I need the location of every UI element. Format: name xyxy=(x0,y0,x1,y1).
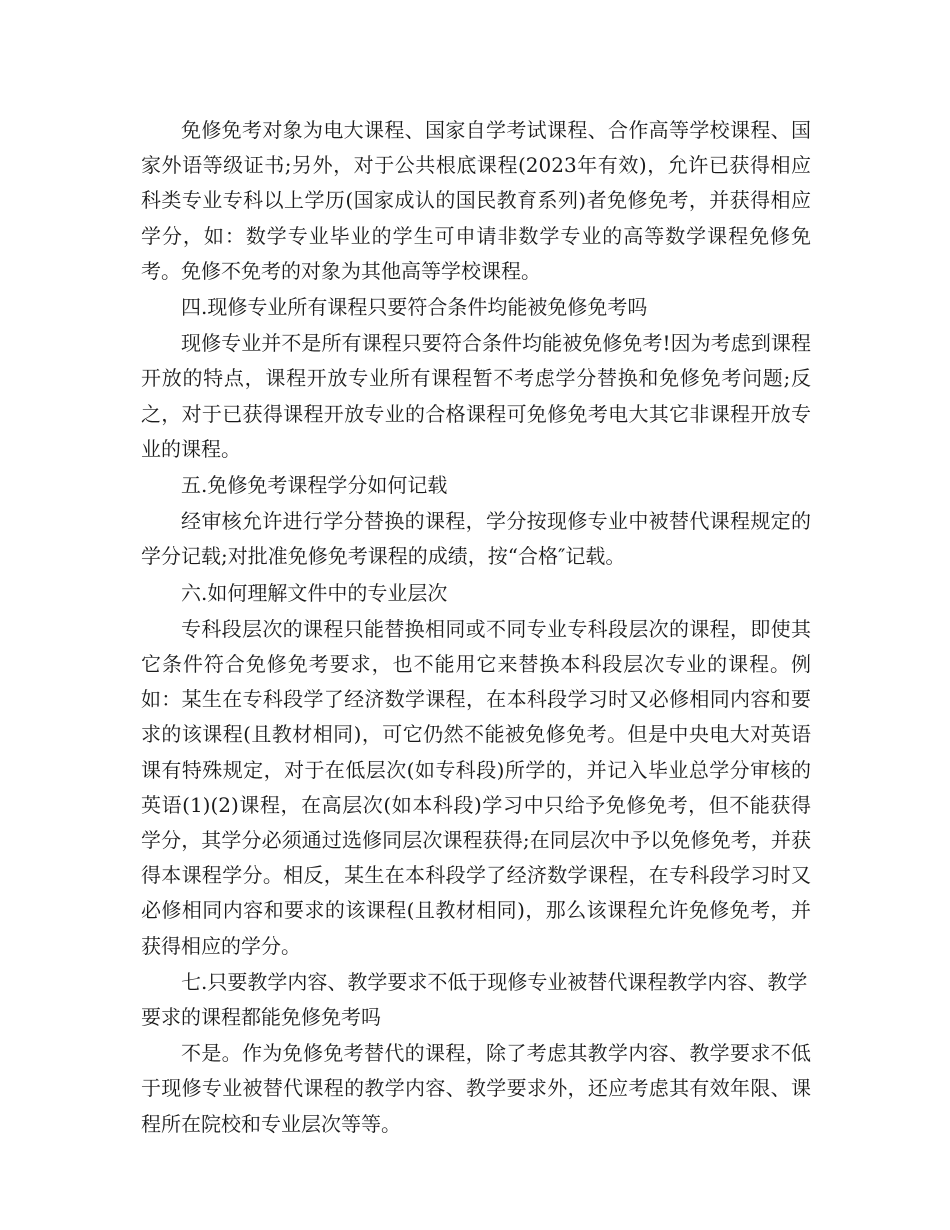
paragraph-exemption-scope: 免修免考对象为电大课程、国家自学考试课程、合作高等学校课程、国家外语等级证书;另外，对于公共根底课程(2023年有效)，允许已获得相应科类专业专科以上学历(国家成认的国民教育系列)者免修免考，并获得相应学分，如：数学专业毕业的学生可申请非数学专业的高等数学课程免修免考。免修不免考的对象为其他高等学校课程。 xyxy=(141,118,811,283)
paragraph-section-7: 不是。作为免修免考替代的课程，除了考虑其教学内容、教学要求不低于现修专业被替代课程的教学内容、教学要求外，还应考虑其有效年限、课程所在院校和专业层次等等。 xyxy=(141,1041,811,1136)
paragraph-section-4: 现修专业并不是所有课程只要符合条件均能被免修免考!因为考虑到课程开放的特点，课程开放专业所有课程暂不考虑学分替换和免修免考问题;反之，对于已获得课程开放专业的合格课程可免修免考电大其它非课程开放专业的课程。 xyxy=(141,331,811,461)
heading-section-4: 四.现修专业所有课程只要符合条件均能被免修免考吗 xyxy=(181,295,648,320)
heading-section-7: 七.只要教学内容、教学要求不低于现修专业被替代课程教学内容、教学要求的课程都能免修免考吗 xyxy=(141,969,808,1030)
paragraph-section-6: 专科段层次的课程只能替换相同或不同专业专科段层次的课程，即使其它条件符合免修免考要求，也不能用它来替换本科段层次专业的课程。例如：某生在专科段学了经济数学课程，在本科段学习时又必修相同内容和要求的该课程(且教材相同)，可它仍然不能被免修免考。但是中央电大对英语课有特殊规定，对于在低层次(如专科段)所学的，并记入毕业总学分审核的英语(1)(2)课程，在高层次(如本科段)学习中只给予免修免考，但不能获得学分，其学分必须通过选修同层次课程获得;在同层次中予以免修免考，并获得本课程学分。相反，某生在本科段学了经济数学课程，在专科段学习时又必修相同内容和要求的该课程(且教材相同)，那么该课程允许免修免考，并获得相应的学分。 xyxy=(141,616,811,958)
document-page xyxy=(141,113,811,1142)
heading-section-6: 六.如何理解文件中的专业层次 xyxy=(181,580,448,605)
paragraph-section-5: 经审核允许进行学分替换的课程，学分按现修专业中被替代课程规定的学分记载;对批准免修免考课程的成绩，按“合格″记载。 xyxy=(141,509,811,569)
heading-section-5: 五.免修免考课程学分如何记载 xyxy=(181,473,448,498)
